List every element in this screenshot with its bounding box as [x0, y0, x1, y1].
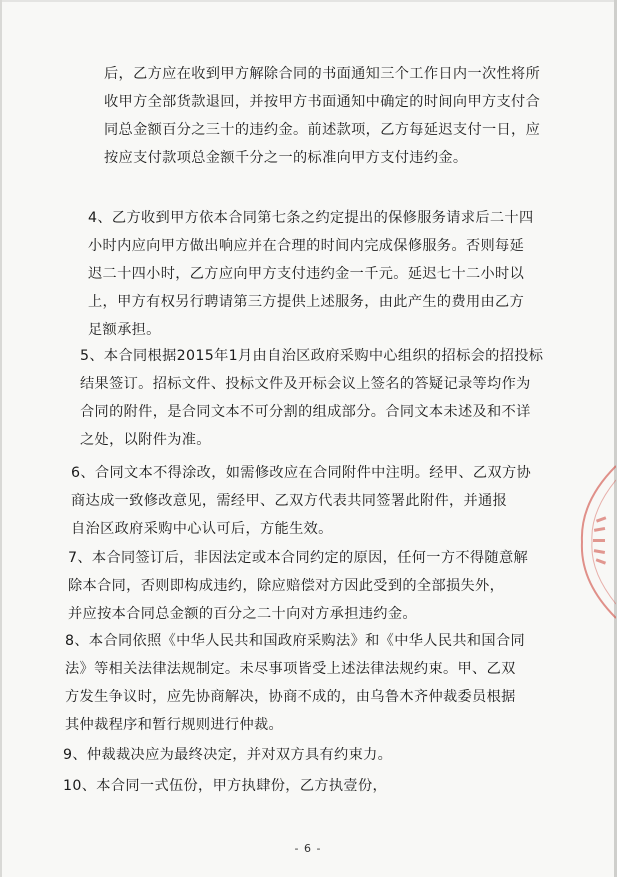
text-line: 后，乙方应在收到甲方解除合同的书面通知三个工作日内一次性将所	[104, 66, 541, 82]
page-number: - 6 -	[294, 842, 322, 855]
text-line: 法》等相关法律法规制定。未尽事项皆受上述法律法规约束。甲、乙双	[65, 661, 516, 677]
text-line: 9、仲裁裁决应为最终决定，并对双方具有约束力。	[63, 747, 393, 763]
text-line: 之处，以附件为准。	[80, 432, 211, 448]
penalty-clause-paragraph	[104, 60, 540, 172]
text-line: 除本合同，否则即构成违约，除应赔偿对方因此受到的全部损失外，	[68, 578, 505, 594]
clause-4-paragraph	[88, 204, 534, 344]
text-line: 7、本合同签订后，非因法定或本合同约定的原因，任何一方不得随意解	[68, 550, 529, 566]
clause-6-paragraph	[71, 459, 531, 543]
text-line: 5、本合同根据2015年1月由自治区政府采购中心组织的招标会的招投标	[80, 348, 544, 364]
text-line: 4、乙方收到甲方依本合同第七条之约定提出的保修服务请求后二十四	[88, 210, 534, 226]
text-line: 迟二十四小时，乙方应向甲方支付违约金一千元。延迟七十二小时以	[88, 266, 525, 282]
clause-8-paragraph	[65, 627, 525, 739]
seal-glyphs	[593, 516, 606, 564]
clause-10-paragraph	[63, 772, 387, 800]
text-line: 其仲裁程序和暂行规则进行仲裁。	[65, 717, 284, 733]
text-line: 商达成一致修改意见，需经甲、乙双方代表共同签署此附件，并通报	[71, 493, 508, 509]
text-line: 按应支付款项总金额千分之一的标准向甲方支付违约金。	[104, 150, 468, 166]
clause-9-paragraph	[63, 741, 392, 769]
text-line: 上，甲方有权另行聘请第三方提供上述服务，由此产生的费用由乙方	[88, 294, 525, 310]
text-line: 10、本合同一式伍份，甲方执肆份，乙方执壹份，	[63, 778, 388, 794]
text-line: 足额承担。	[88, 322, 161, 338]
text-line: 并应按本合同总金额的百分之二十向对方承担违约金。	[68, 606, 417, 622]
text-line: 同总金额百分之三十的违约金。前述款项，乙方每延迟支付一日，应	[104, 122, 541, 138]
page-top-edge	[2, 0, 614, 2]
text-line: 6、合同文本不得涂改，如需修改应在合同附件中注明。经甲、乙双方协	[71, 465, 532, 481]
text-line: 方发生争议时，应先协商解决，协商不成的，由乌鲁木齐仲裁委员根据	[65, 689, 516, 705]
text-line: 收甲方全部货款退回，并按甲方书面通知中确定的时间向甲方支付合	[104, 94, 541, 110]
text-line: 小时内应向甲方做出响应并在合理的时间内完成保修服务。否则每延	[88, 238, 525, 254]
partial-seal-stamp	[578, 462, 616, 622]
clause-7-paragraph	[68, 544, 528, 628]
text-line: 8、本合同依照《中华人民共和国政府采购法》和《中华人民共和国合同	[65, 633, 526, 649]
text-line: 结果签订。招标文件、投标文件及开标会议上签名的答疑记录等均作为	[80, 376, 531, 392]
clause-5-paragraph	[80, 342, 543, 454]
text-line: 自治区政府采购中心认可后，方能生效。	[71, 521, 333, 537]
text-line: 合同的附件，是合同文本不可分割的组成部分。合同文本未述及和不详	[80, 404, 531, 420]
